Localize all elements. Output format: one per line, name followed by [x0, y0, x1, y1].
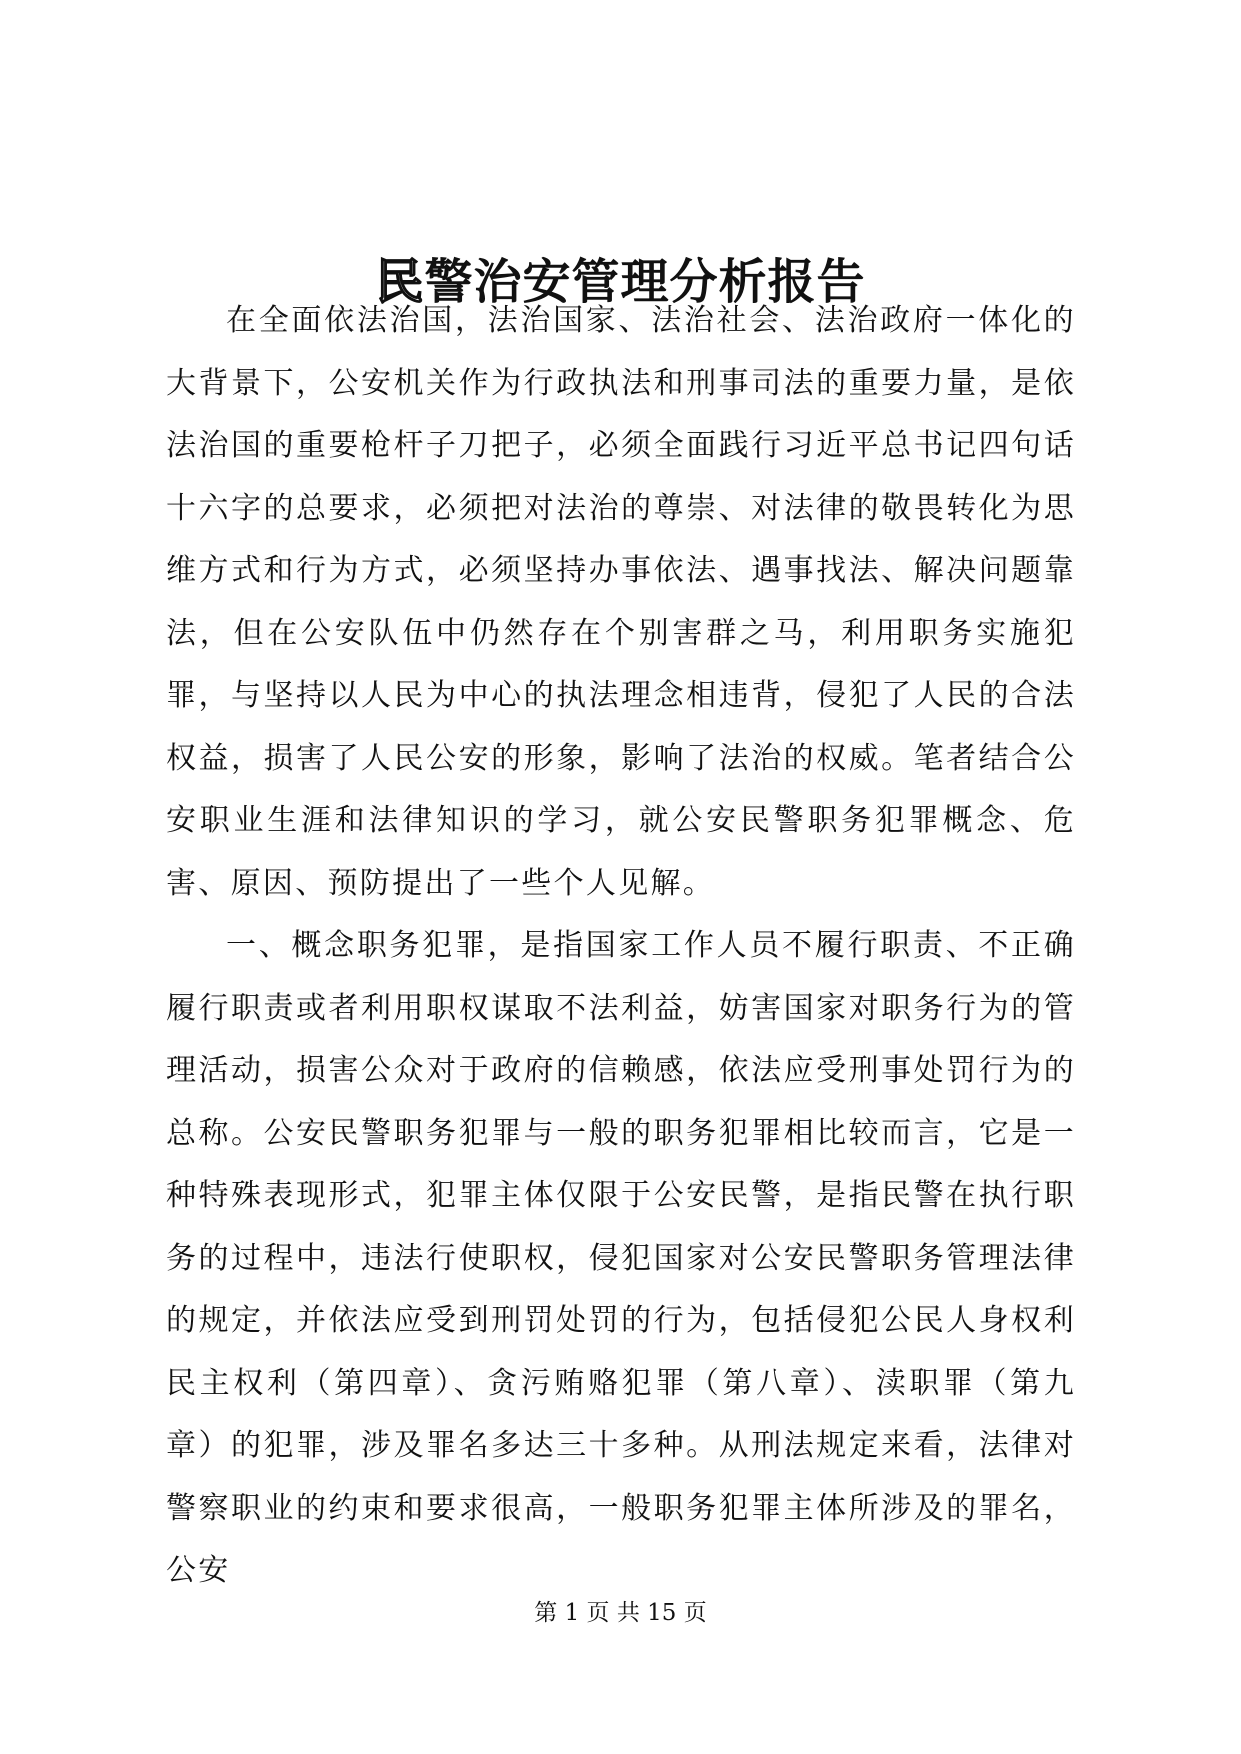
- page-number-footer: 第 1 页 共 15 页: [534, 1600, 707, 1626]
- title-rest: 警治安管理分析报告: [424, 254, 866, 311]
- document-body: [166, 290, 1076, 1603]
- title-first-char: 民: [375, 254, 425, 311]
- paragraph-concept: 一、概念职务犯罪，是指国家工作人员不履行职责、不正确履行职责或者利用职权谋取不法利益，妨害国家对职务行为的管理活动，损害公众对于政府的信赖感，依法应受刑事处罚行为的总称。公安民警职务犯罪与一般的职务犯罪相比较而言，它是一种特殊表现形式，犯罪主体仅限于公安民警，是指民警在执行职务的过程中，违法行使职权，侵犯国家对公安民警职务管理法律的规定，并依法应受到刑罚处罚的行为，包括侵犯公民人身权利民主权利（第四章）、贪污贿赂犯罪（第八章）、渎职罪（第九章）的犯罪，涉及罪名多达三十多种。从刑法规定来看，法律对警察职业的约束和要求很高，一般职务犯罪主体所涉及的罪名，公安: [166, 928, 1076, 1588]
- paragraph-intro: 在全面依法治国，法治国家、法治社会、法治政府一体化的大背景下，公安机关作为行政执法和刑事司法的重要力量，是依法治国的重要枪杆子刀把子，必须全面践行习近平总书记四句话十六字的总要求，必须把对法治的尊崇、对法律的敬畏转化为思维方式和行为方式，必须坚持办事依法、遇事找法、解决问题靠法，但在公安队伍中仍然存在个别害群之马，利用职务实施犯罪，与坚持以人民为中心的执法理念相违背，侵犯了人民的合法权益，损害了人民公安的形象，影响了法治的权威。笔者结合公安职业生涯和法律知识的学习，就公安民警职务犯罪概念、危害、原因、预防提出了一些个人见解。: [166, 303, 1076, 901]
